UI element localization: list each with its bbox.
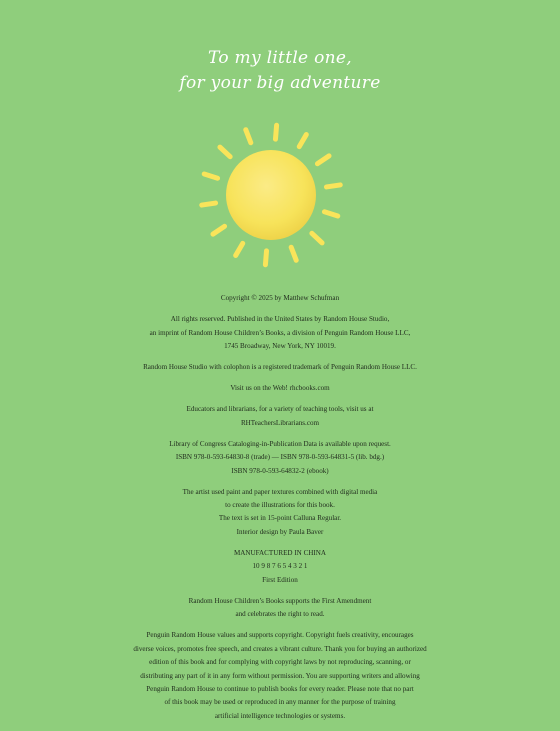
- copyright-paragraph: [40, 486, 520, 540]
- copyright-line: ISBN 978-0-593-64832-2 (ebook): [231, 466, 329, 475]
- copyright-line: edition of this book and for complying with copyright laws by not reproducing, scanning, or: [149, 658, 411, 667]
- sun-ray: [236, 243, 243, 255]
- copyright-paragraph: [40, 403, 520, 430]
- sun-ray: [317, 156, 329, 164]
- copyright-line: 10 9 8 7 6 5 4 3 2 1: [252, 562, 308, 571]
- copyright-line: and celebrates the right to read.: [235, 610, 325, 619]
- sun-ray: [220, 147, 230, 157]
- sun-icon: [188, 114, 354, 280]
- sun-ray: [291, 247, 296, 260]
- copyright-paragraph: [40, 438, 520, 478]
- dedication-line-2: for your big adventure: [179, 73, 381, 93]
- copyright-line: distributing any part of it in any form without permission. You are supporting writers and allowing: [140, 671, 420, 680]
- sun-ray: [324, 212, 337, 216]
- sun-ray: [265, 251, 266, 265]
- copyright-line: to create the illustrations for this book.: [225, 501, 335, 509]
- sun-disc: [226, 150, 316, 240]
- copyright-line: 1745 Broadway, New York, NY 10019.: [224, 341, 336, 350]
- copyright-line: Penguin Random House values and supports copyright. Copyright fuels creativity, encourages: [146, 631, 414, 640]
- copyright-line: Interior design by Paula Baver: [236, 527, 324, 536]
- copyright-line: RHTeachersLibrarians.com: [240, 418, 320, 427]
- sun-ray: [299, 135, 306, 147]
- copyright-line: Library of Congress Cataloging-in-Publication Data is available upon request.: [169, 439, 391, 448]
- copyright-line: of this book may be used or reproduced in any manner for the purpose of training: [164, 698, 396, 707]
- copyright-line: Random House Children’s Books supports the First Amendment: [188, 596, 372, 605]
- copyright-line: The artist used paint and paper textures combined with digital media: [182, 487, 378, 496]
- copyright-line: Visit us on the Web! rhcbooks.com: [230, 384, 330, 393]
- copyright-line: Educators and librarians, for a variety of teaching tools, visit us at: [186, 405, 374, 414]
- sun-ray: [275, 125, 276, 139]
- copyright-line: All rights reserved. Published in the United States by Random House Studio,: [170, 315, 390, 324]
- sun-ray: [202, 203, 216, 205]
- sun-ray: [326, 185, 340, 187]
- sun-ray: [213, 226, 225, 234]
- copyright-line: MANUFACTURED IN CHINA: [233, 548, 327, 557]
- copyright-paragraph: [40, 292, 520, 305]
- dedication: [0, 46, 560, 96]
- sun-ray: [312, 233, 322, 243]
- copyright-line: diverse voices, promotes free speech, and creates a vibrant culture. Thank you for buying an authorized: [133, 644, 427, 653]
- copyright-paragraph: [40, 595, 520, 622]
- copyright-paragraph: [40, 313, 520, 353]
- copyright-line: First Edition: [262, 575, 298, 584]
- copyright-line: Copyright © 2025 by Matthew Schufman: [220, 294, 340, 302]
- copyright-text: [40, 292, 520, 731]
- copyright-paragraph: [40, 361, 520, 374]
- copyright-line: artificial intelligence technologies or systems.: [214, 711, 346, 720]
- copyright-paragraph: [40, 382, 520, 395]
- copyright-paragraph: [40, 629, 520, 723]
- dedication-line-1: To my little one,: [208, 48, 352, 68]
- copyright-line: ISBN 978-0-593-64830-8 (trade) — ISBN 978-0-593-64831-5 (lib. bdg.): [175, 453, 385, 462]
- copyright-paragraph: [40, 547, 520, 587]
- sun-ray: [246, 130, 251, 143]
- copyright-line: Random House Studio with colophon is a registered trademark of Penguin Random House LLC.: [143, 363, 417, 371]
- sun-ray: [204, 174, 217, 178]
- copyright-line: an imprint of Random House Children’s Books, a division of Penguin Random House LLC,: [149, 328, 411, 337]
- copyright-line: Penguin Random House to continue to publish books for every reader. Please note that no part: [146, 684, 414, 693]
- copyright-line: The text is set in 15-point Calluna Regular.: [218, 514, 342, 523]
